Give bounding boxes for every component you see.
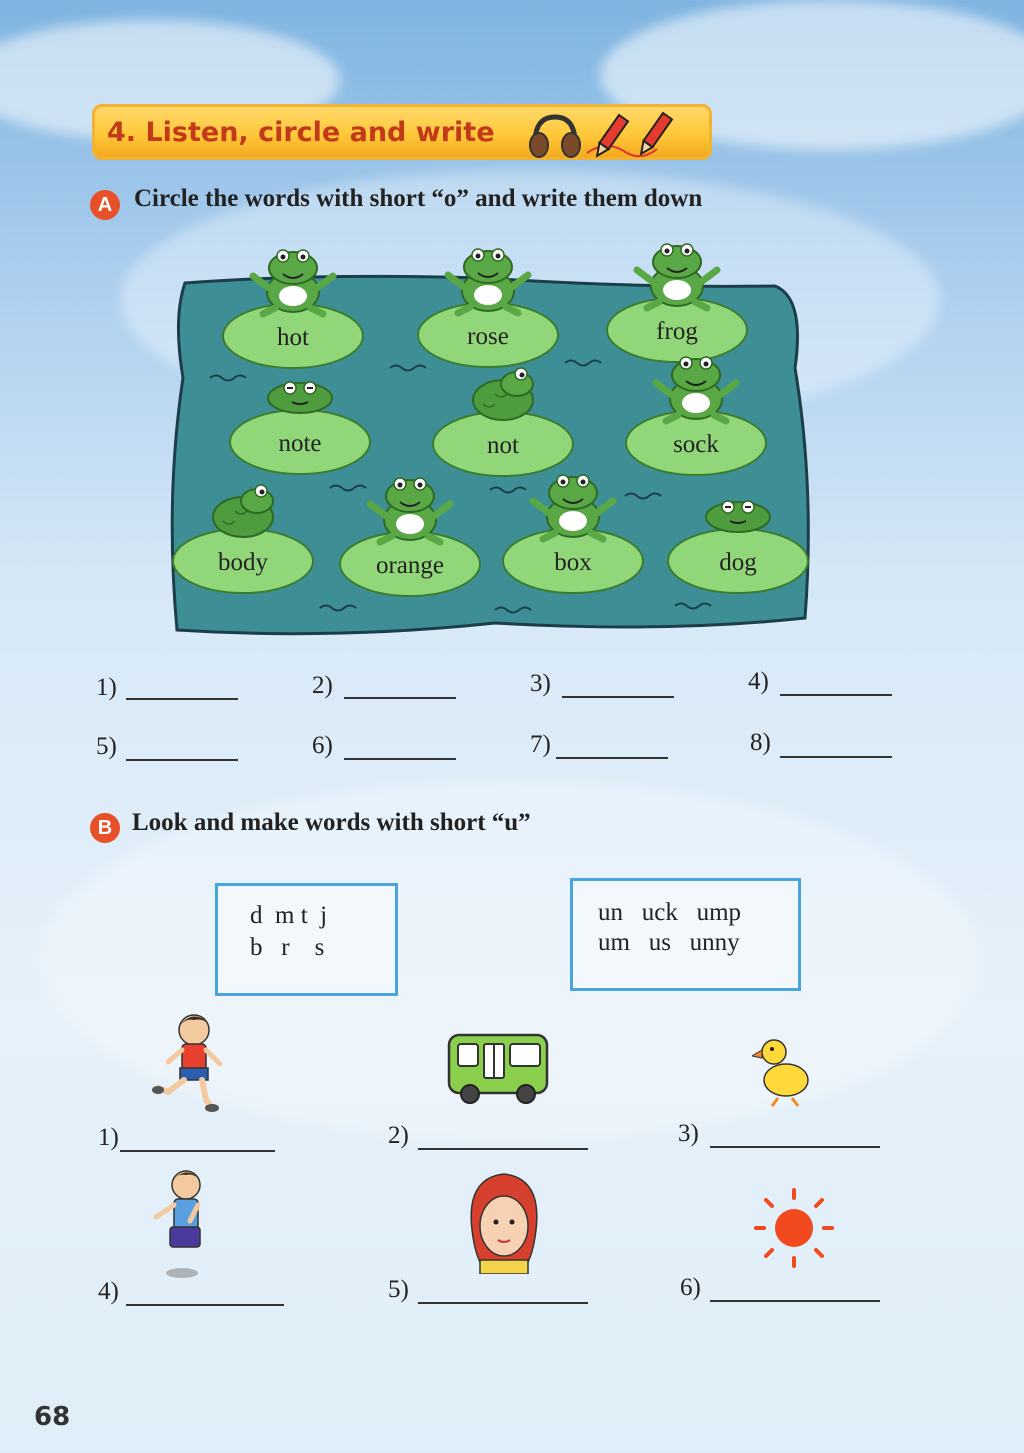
blank-label: 5) (96, 733, 117, 760)
answer-line[interactable] (418, 1148, 588, 1150)
answer-line[interactable] (418, 1302, 588, 1304)
answer-line[interactable] (710, 1146, 880, 1148)
section-a-badge: A (90, 190, 120, 220)
answer-line[interactable] (344, 758, 456, 760)
section-b-badge: B (90, 813, 120, 843)
blank-label: 4) (98, 1278, 119, 1305)
sun-picture (752, 1186, 836, 1270)
frog-icon (268, 382, 332, 413)
answer-line[interactable] (344, 697, 456, 699)
girl-face-picture (466, 1170, 542, 1274)
pad-word: orange (375, 552, 445, 579)
answer-line[interactable] (126, 1304, 284, 1306)
jumping-boy-picture (150, 1165, 214, 1281)
answer-line[interactable] (126, 759, 238, 761)
ending-line: un uck ump (598, 899, 742, 926)
blank-label: 7) (530, 731, 551, 758)
section-a-instruction: Circle the words with short “o” and write them down (134, 185, 703, 212)
answer-line[interactable] (556, 757, 668, 759)
blank-label: 5) (388, 1276, 409, 1303)
ending-box (570, 878, 801, 991)
blank-label: 4) (748, 668, 769, 695)
answer-line[interactable] (710, 1300, 880, 1302)
answer-line[interactable] (120, 1150, 275, 1152)
pad-word: body (218, 549, 268, 576)
blank-label: 6) (312, 732, 333, 759)
blank-label: 2) (388, 1122, 409, 1149)
pad-word: rose (467, 323, 509, 350)
pad-word: frog (656, 318, 698, 345)
consonant-line: b r s (250, 934, 325, 961)
blank-label: 1) (98, 1124, 119, 1151)
blank-label: 3) (530, 670, 551, 697)
blank-label: 8) (750, 729, 771, 756)
pad-word: box (554, 549, 592, 576)
pad-word: note (278, 430, 322, 457)
consonant-box (215, 883, 398, 996)
answer-line[interactable] (126, 698, 238, 700)
answer-line[interactable] (562, 696, 674, 698)
frog-icon (706, 501, 770, 532)
blank-label: 2) (312, 672, 333, 699)
activity-banner (92, 104, 712, 160)
blank-label: 1) (96, 674, 117, 701)
pad-word: hot (277, 324, 309, 351)
answer-line[interactable] (780, 756, 892, 758)
consonant-line: d m t j (250, 902, 328, 929)
frog-pond-illustration (165, 238, 815, 648)
answer-line[interactable] (780, 694, 892, 696)
blank-label: 3) (678, 1120, 699, 1147)
banner-icons (527, 109, 697, 161)
blank-label: 6) (680, 1274, 701, 1301)
bus-picture (446, 1032, 552, 1104)
pad-word: not (487, 432, 519, 459)
ending-line: um us unny (598, 929, 740, 956)
pad-word: sock (673, 431, 719, 458)
pencil-icon (593, 115, 628, 159)
running-boy-picture (150, 1008, 230, 1116)
activity-title: 4. Listen, circle and write (107, 117, 495, 148)
headphones-icon (530, 117, 580, 157)
page-number: 68 (34, 1402, 71, 1432)
section-b-instruction: Look and make words with short “u” (132, 809, 531, 836)
pad-word: dog (719, 549, 757, 576)
duck-picture (752, 1030, 814, 1108)
